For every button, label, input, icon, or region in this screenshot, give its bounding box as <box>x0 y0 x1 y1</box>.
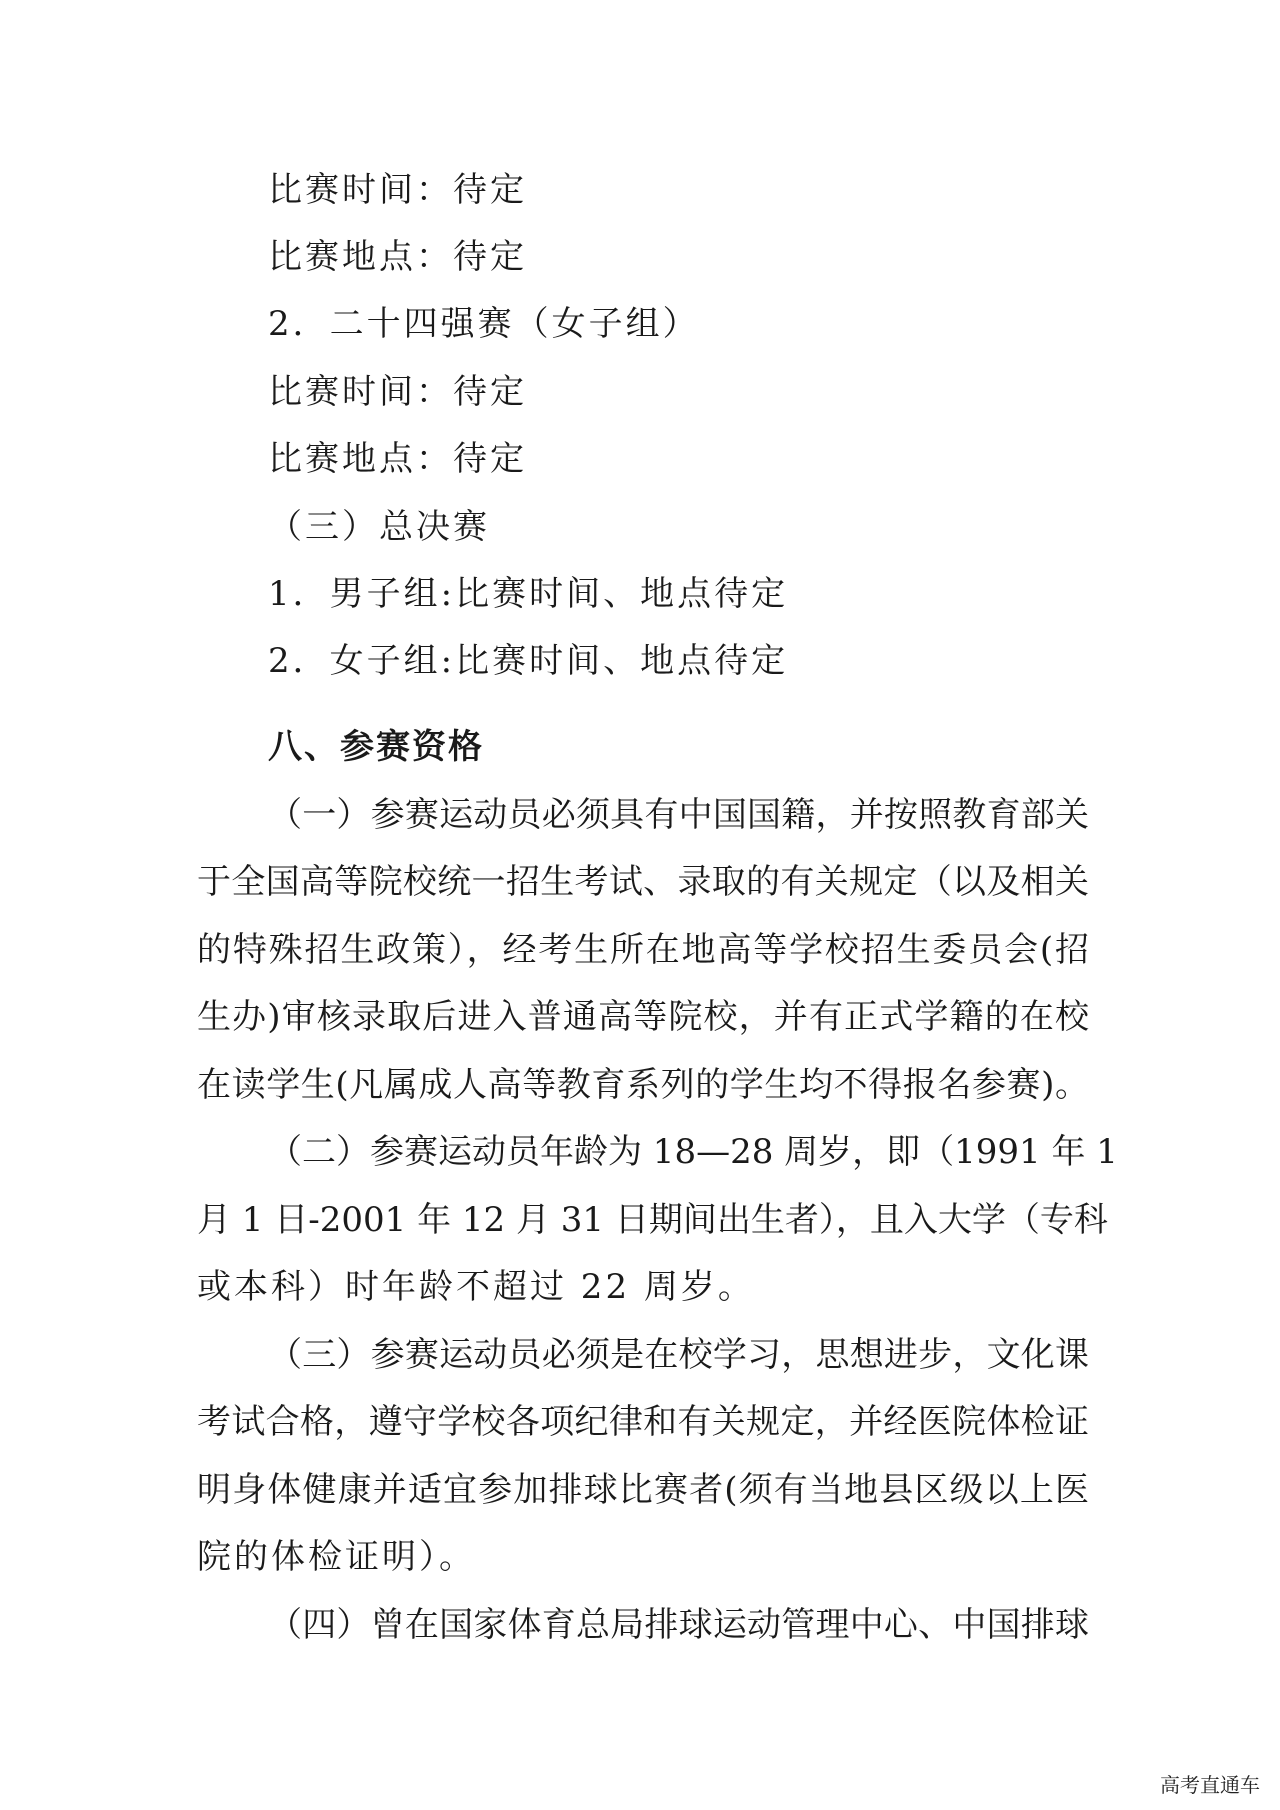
finals-women: 2．女子组:比赛时间、地点待定 <box>268 641 789 681</box>
section-heading: 八、参赛资格 <box>268 727 484 767</box>
finals-men: 1．男子组:比赛时间、地点待定 <box>268 574 789 614</box>
paragraph-line: 于全国高等院校统一招生考试、录取的有关规定（以及相关 <box>197 862 1089 902</box>
women-round-title: 2．二十四强赛（女子组） <box>268 304 700 344</box>
paragraph-line: 院的体检证明）。 <box>197 1537 476 1577</box>
paragraph-line: 月 1 日-2001 年 12 月 31 日期间出生者），且入大学（专科 <box>197 1200 1108 1240</box>
paragraph-line: 或本科）时年龄不超过 22 周岁。 <box>197 1267 755 1307</box>
paragraph-line: （四）曾在国家体育总局排球运动管理中心、中国排球 <box>268 1605 1089 1645</box>
paragraph-line: （三）参赛运动员必须是在校学习，思想进步，文化课 <box>268 1335 1089 1375</box>
women-match-time: 比赛时间：待定 <box>268 372 527 412</box>
paragraph-line: 在读学生(凡属成人高等教育系列的学生均不得报名参赛)。 <box>197 1065 1089 1105</box>
watermark-label: 高考直通车 <box>1154 1770 1266 1800</box>
finals-title: （三）总决赛 <box>268 507 490 547</box>
paragraph-line: （二）参赛运动员年龄为 18—28 周岁，即（1991 年 1 <box>268 1132 1118 1172</box>
paragraph-line: （一）参赛运动员必须具有中国国籍，并按照教育部关 <box>268 795 1089 835</box>
men-match-time: 比赛时间：待定 <box>268 170 527 210</box>
women-match-place: 比赛地点：待定 <box>268 439 527 479</box>
men-match-place: 比赛地点：待定 <box>268 237 527 277</box>
paragraph-line: 的特殊招生政策），经考生所在地高等学校招生委员会(招 <box>197 930 1089 970</box>
paragraph-line: 考试合格，遵守学校各项纪律和有关规定，并经医院体检证 <box>197 1402 1089 1442</box>
paragraph-line: 明身体健康并适宜参加排球比赛者(须有当地县区级以上医 <box>197 1470 1089 1510</box>
paragraph-line: 生办)审核录取后进入普通高等院校，并有正式学籍的在校 <box>197 997 1089 1037</box>
